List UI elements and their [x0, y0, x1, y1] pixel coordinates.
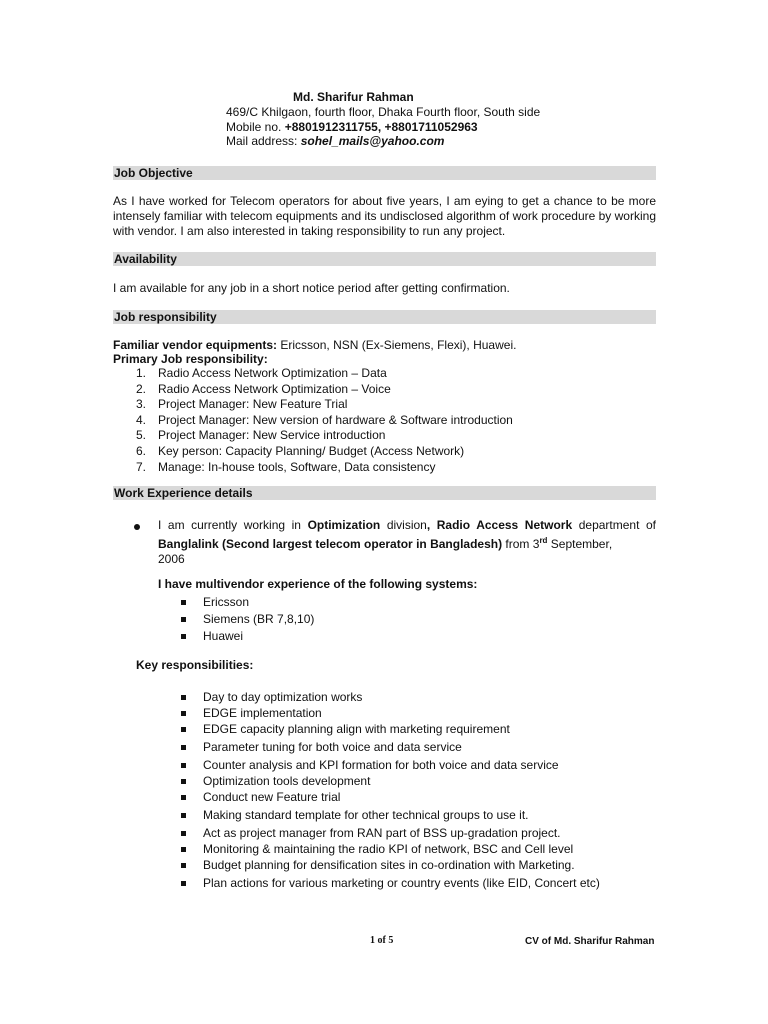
list-item: Ericsson: [181, 595, 314, 612]
list-item: 7. Manage: In-house tools, Software, Data consistency: [136, 459, 436, 474]
list-item: 3. Project Manager: New Feature Trial: [136, 397, 348, 412]
systems-list: [181, 595, 314, 646]
key-responsibilities-list: [181, 690, 600, 892]
job-objective-text: As I have worked for Telecom operators for about five years, I am eying to get a chance to be more intensely familiar with telecom equipments and its undisclosed algorithm of work procedure by working with vendor. I am also interested in taking responsibility to run any project.: [113, 194, 656, 238]
footer-cv-label: CV of Md. Sharifur Rahman: [525, 936, 655, 947]
list-item: Parameter tuning for both voice and data service: [181, 740, 600, 758]
list-item: Conduct new Feature trial: [181, 790, 600, 808]
section-heading-job-objective: Job Objective: [113, 166, 656, 180]
mail-value: sohel_mails@yahoo.com: [300, 134, 445, 148]
list-item: Huawei: [181, 629, 314, 646]
availability-text: I am available for any job in a short notice period after getting confirmation.: [113, 281, 510, 295]
section-heading-availability: Availability: [113, 252, 656, 266]
list-item: Plan actions for various marketing or country events (like EID, Concert etc): [181, 876, 600, 892]
key-responsibilities-heading: Key responsibilities:: [136, 658, 254, 672]
vendor-label: Familiar vendor equipments:: [113, 338, 278, 352]
list-item: Making standard template for other technical groups to use it.: [181, 808, 600, 826]
list-item: EDGE capacity planning align with marketing requirement: [181, 722, 600, 740]
section-heading-job-responsibility: Job responsibility: [113, 310, 656, 324]
page-number: 1 of 5: [370, 935, 394, 946]
vendor-line: [113, 338, 516, 352]
mobile-label: Mobile no.: [226, 120, 282, 134]
mobile-line: [226, 120, 478, 134]
address-line: 469/C Khilgaon, fourth floor, Dhaka Fourth floor, South side: [226, 105, 541, 119]
primary-responsibility-label: Primary Job responsibility:: [113, 352, 268, 366]
list-item: Optimization tools development: [181, 774, 600, 790]
mail-label: Mail address:: [226, 134, 298, 148]
multivendor-heading: I have multivendor experience of the following systems:: [158, 577, 478, 591]
list-item: EDGE implementation: [181, 706, 600, 722]
list-item: Budget planning for densification sites in co-ordination with Marketing.: [181, 858, 600, 876]
list-item: 6. Key person: Capacity Planning/ Budget (Access Network): [136, 443, 465, 458]
list-item: Monitoring & maintaining the radio KPI of network, BSC and Cell level: [181, 842, 600, 858]
list-item: 4. Project Manager: New version of hardware & Software introduction: [136, 412, 513, 427]
mobile-value: +8801912311755, +8801711052963: [284, 120, 478, 134]
list-item: Counter analysis and KPI formation for both voice and data service: [181, 758, 600, 774]
list-item: Day to day optimization works: [181, 690, 600, 706]
bullet-icon: [134, 524, 140, 530]
list-item: 1. Radio Access Network Optimization – Data: [136, 366, 387, 380]
primary-responsibility-list: [136, 366, 513, 475]
section-heading-work-experience: Work Experience details: [113, 486, 656, 500]
list-item: 2. Radio Access Network Optimization – Voice: [136, 381, 391, 396]
mail-line: [226, 134, 444, 148]
list-item: Siemens (BR 7,8,10): [181, 612, 314, 629]
current-job-paragraph: I am currently working in Optimization division, Radio Access Network department of Banglalink (Second largest telecom operator in Bangladesh) from 3rd September, 2006: [158, 518, 657, 566]
candidate-name: Md. Sharifur Rahman: [293, 90, 414, 104]
list-item: 5. Project Manager: New Service introduction: [136, 428, 386, 443]
vendor-value: Ericsson, NSN (Ex-Siemens, Flexi), Huawei.: [280, 338, 517, 352]
list-item: Act as project manager from RAN part of BSS up-gradation project.: [181, 826, 600, 842]
